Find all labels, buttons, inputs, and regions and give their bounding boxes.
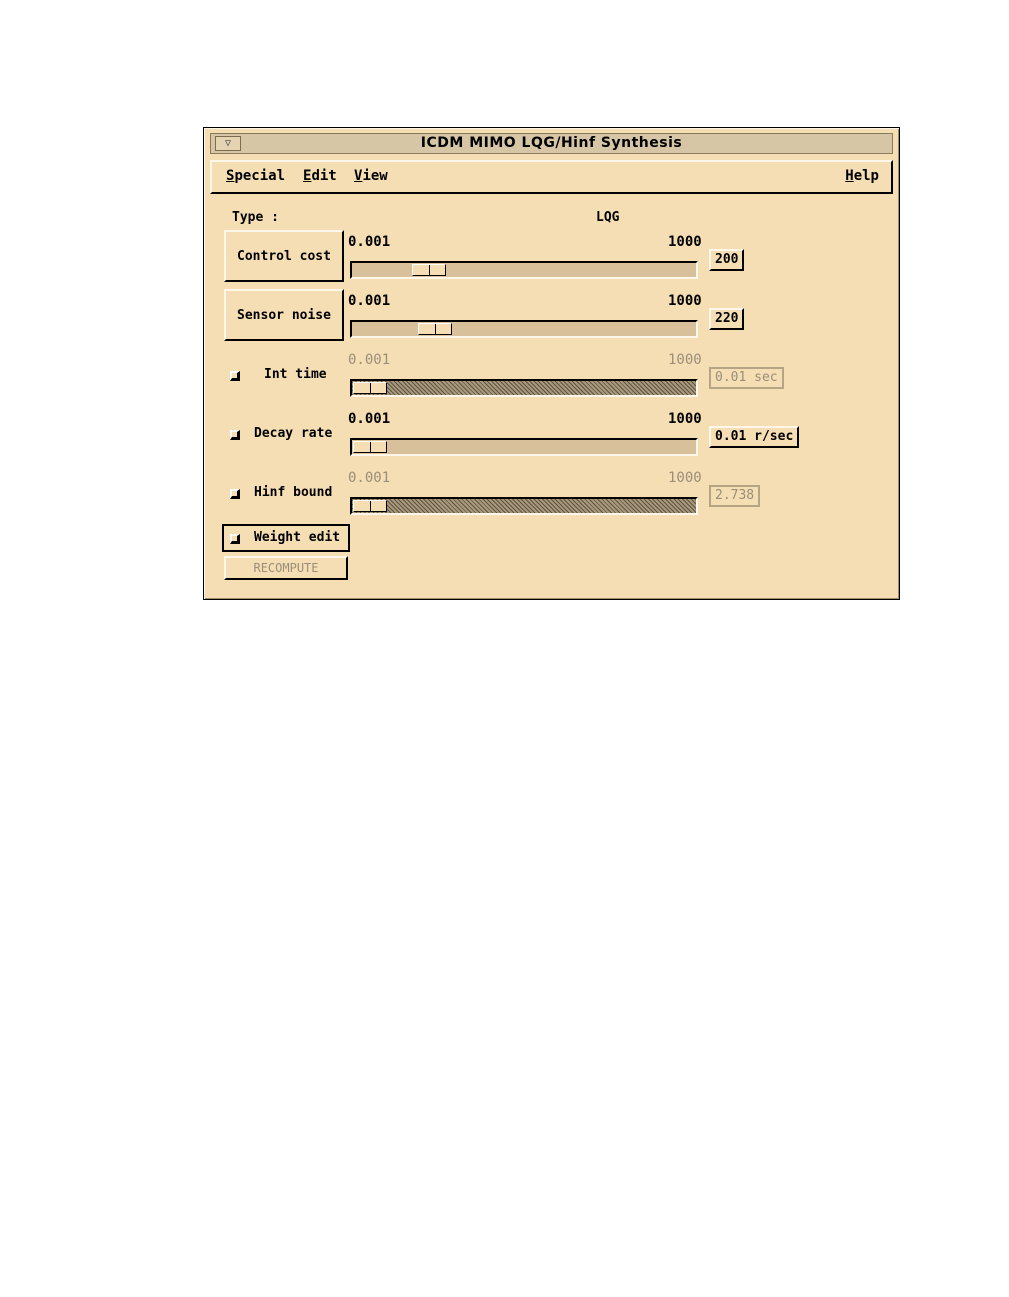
hinf-bound-max: 1000 — [668, 470, 702, 486]
int-time-min: 0.001 — [348, 352, 391, 368]
sensor-noise-slider[interactable] — [350, 320, 698, 338]
int-time-label: Int time — [264, 367, 327, 382]
weight-edit-label[interactable]: Weight edit — [254, 530, 341, 545]
hinf-bound-slider — [350, 497, 698, 515]
menu-edit-mnemonic: E — [303, 168, 312, 184]
hinf-bound-toggle[interactable] — [230, 489, 240, 499]
int-time-slider — [350, 379, 698, 397]
control-cost-button[interactable]: Control cost — [224, 230, 344, 282]
decay-rate-value[interactable]: 0.01 r/sec — [709, 426, 799, 448]
weight-edit-toggle[interactable] — [230, 534, 240, 544]
sensor-noise-value[interactable]: 220 — [709, 308, 744, 330]
decay-rate-slider[interactable] — [350, 438, 698, 456]
menu-help-mnemonic: H — [845, 168, 854, 184]
control-cost-max: 1000 — [668, 234, 702, 250]
sensor-noise-min: 0.001 — [348, 293, 391, 309]
decay-rate-toggle[interactable] — [230, 430, 240, 440]
type-value: LQG — [596, 210, 620, 225]
control-cost-slider[interactable] — [350, 261, 698, 279]
int-time-value: 0.01 sec — [709, 367, 784, 389]
window-menu-icon[interactable]: ▽ — [215, 136, 241, 151]
menu-view-label: iew — [362, 168, 388, 184]
control-cost-value[interactable]: 200 — [709, 249, 744, 271]
control-cost-min: 0.001 — [348, 234, 391, 250]
menu-special-mnemonic: S — [226, 168, 235, 184]
hinf-bound-label: Hinf bound — [254, 485, 333, 500]
hinf-bound-value: 2.738 — [709, 485, 760, 507]
int-time-toggle[interactable] — [230, 371, 240, 381]
sensor-noise-button[interactable]: Sensor noise — [224, 289, 344, 341]
menu-special-label: pecial — [234, 168, 286, 184]
decay-rate-min: 0.001 — [348, 411, 391, 427]
control-cost-slider-thumb[interactable] — [412, 264, 446, 276]
int-time-slider-thumb — [353, 382, 387, 394]
int-time-max: 1000 — [668, 352, 702, 368]
menu-view[interactable] — [354, 168, 388, 184]
menu-edit-label: dit — [311, 168, 337, 184]
window-title: ICDM MIMO LQG/Hinf Synthesis — [420, 135, 683, 151]
decay-rate-max: 1000 — [668, 411, 702, 427]
decay-rate-slider-thumb[interactable] — [353, 441, 387, 453]
recompute-button: RECOMPUTE — [224, 556, 348, 580]
sensor-noise-max: 1000 — [668, 293, 702, 309]
sensor-noise-slider-thumb[interactable] — [418, 323, 452, 335]
type-label: Type : — [232, 210, 279, 225]
menu-view-mnemonic: V — [354, 168, 363, 184]
title-bar[interactable] — [210, 133, 893, 154]
menu-help-label: elp — [853, 168, 879, 184]
synthesis-window — [203, 127, 900, 600]
hinf-bound-min: 0.001 — [348, 470, 391, 486]
decay-rate-label: Decay rate — [254, 426, 333, 441]
menu-bar — [210, 160, 893, 194]
menu-edit[interactable] — [303, 168, 337, 184]
menu-help[interactable] — [845, 168, 879, 184]
hinf-bound-slider-thumb — [353, 500, 387, 512]
menu-special[interactable] — [226, 168, 285, 184]
